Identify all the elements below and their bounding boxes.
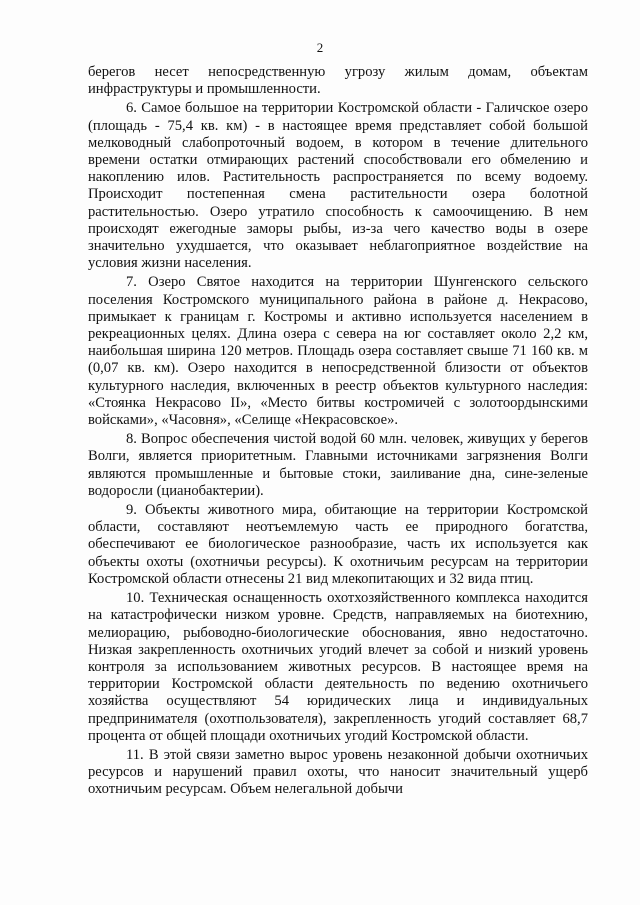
- paragraph-9: 9. Объекты животного мира, обитающие на территории Костромской области, составляют неотъемлемую часть ее природного богатства, обеспечивают ее биологическое разнообразие, часть их используется как объекты охоты (охотничьи ресурсы). К охотничьим ресурсам на территории Костромской области отнесены 21 вид млекопитающих и 32 вида птиц.: [88, 502, 588, 587]
- paragraph-6: 6. Самое большое на территории Костромской области - Галичское озеро (площадь - 75,4 кв. км) - в настоящее время представляет собой большой мелководный слабопроточный водоем, в котором в течение длительного времени остатки отмирающих растений способствовали его обмелению и накоплению илов. Растительность распространяется по всему водоему. Происходит постепенная смена растительности озера болотной растительностью. Озеро утратило способность к самоочищению. В нем происходят ежегодные заморы рыбы, из-за чего качество воды в озере значительно ухудшается, что оказывает неблагоприятное воздействие на условия жизни населения.: [88, 100, 588, 272]
- paragraph-10: 10. Техническая оснащенность охотхозяйственного комплекса находится на катастрофически низком уровне. Средств, направляемых на биотехнию, мелиорацию, рыбоводно-биологические обоснования, явно недостаточно. Низкая закрепленность охотничьих угодий влечет за собой и низкий уровень контроля за использованием животных ресурсов. В настоящее время на территории Костромской области деятельность по ведению охотничьего хозяйства осуществляют 54 юридических лица и индивидуальных предпринимателя (охотпользователя), закрепленность угодий составляет 68,7 процента от общей площади охотничьих угодий Костромской области.: [88, 590, 588, 744]
- document-body: [88, 64, 588, 799]
- paragraph-5-continuation: берегов несет непосредственную угрозу жилым домам, объектам инфраструктуры и промышленности.: [88, 64, 588, 98]
- paragraph-8: 8. Вопрос обеспечения чистой водой 60 млн. человек, живущих у берегов Волги, является приоритетным. Главными источниками загрязнения Волги являются промышленные и бытовые стоки, заиливание дна, сине-зеленые водоросли (цианобактерии).: [88, 431, 588, 499]
- page-number: 2: [316, 40, 324, 55]
- paragraph-7: 7. Озеро Святое находится на территории Шунгенского сельского поселения Костромского муниципального района в районе д. Некрасово, примыкает к границам г. Костромы и активно используется населением в рекреационных целях. Длина озера с севера на юг составляет около 2,2 км, наибольшая ширина 120 метров. Площадь озера составляет свыше 71 160 кв. м (0,07 кв. км). Озеро находится в непосредственной близости от объектов культурного наследия, включенных в реестр объектов культурного наследия: «Стоянка Некрасово II», «Место битвы костромичей с золотоордынскими войсками», «Часовня», «Селище «Некрасовское».: [88, 274, 588, 429]
- paragraph-11: 11. В этой связи заметно вырос уровень незаконной добычи охотничьих ресурсов и нарушений правил охоты, что наносит значительный ущерб охотничьим ресурсам. Объем нелегальной добычи: [88, 746, 588, 798]
